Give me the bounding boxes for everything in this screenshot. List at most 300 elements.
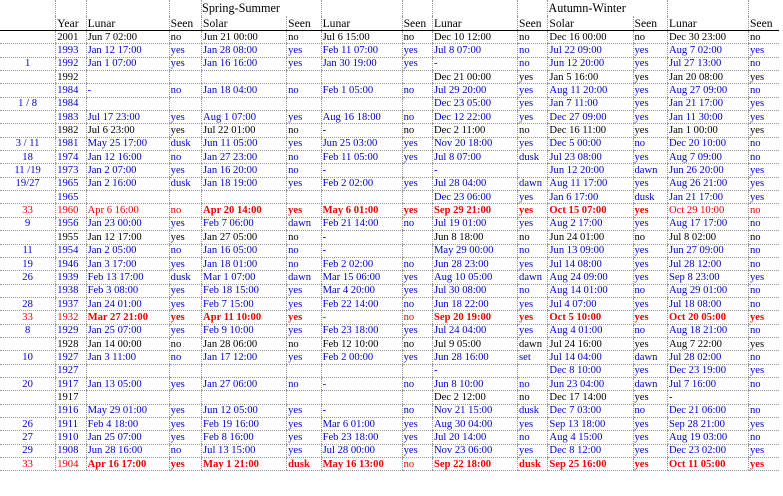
table-cell: [86, 364, 169, 377]
table-cell: Nov 20 18:00: [432, 137, 517, 150]
table-cell: Apr 20 14:00: [202, 204, 287, 217]
table-cell: Aug 19 03:00: [667, 431, 748, 444]
table-cell: Feb 21 14:00: [321, 217, 402, 230]
table-cell: Jan 28 08:00: [202, 44, 287, 57]
table-cell: Jul 20 14:00: [432, 431, 517, 444]
year-cell: 1946: [56, 257, 86, 270]
table-cell: no: [748, 231, 779, 244]
index-cell: 10: [0, 351, 56, 364]
table-cell: -: [321, 311, 402, 324]
table-cell: Jul 22 01:00: [202, 124, 287, 137]
table-cell: Feb 18 15:00: [202, 284, 287, 297]
table-cell: yes: [748, 337, 779, 350]
table-cell: no: [518, 377, 548, 390]
index-cell: 29: [0, 444, 56, 457]
table-cell: Jul 23 08:00: [548, 151, 633, 164]
table-cell: Mar 1 07:00: [202, 271, 287, 284]
table-cell: no: [633, 137, 667, 150]
index-cell: [0, 111, 56, 124]
table-cell: Jul 18 08:00: [667, 297, 748, 310]
table-cell: Sep 29 21:00: [432, 204, 517, 217]
table-cell: no: [518, 44, 548, 57]
col-header-seen-3: Seen: [402, 16, 432, 31]
table-row: [0, 417, 779, 430]
table-cell: Aug 7 09:00: [667, 151, 748, 164]
table-cell: May 16 13:00: [321, 458, 402, 471]
table-cell: yes: [402, 417, 432, 430]
table-row: [0, 458, 779, 471]
table-cell: yes: [518, 417, 548, 430]
table-cell: no: [518, 431, 548, 444]
index-cell: [0, 337, 56, 350]
table-cell: Jan 6 17:00: [548, 191, 633, 204]
table-cell: [202, 71, 287, 84]
table-cell: yes: [402, 204, 432, 217]
table-cell: yes: [633, 177, 667, 190]
table-cell: no: [518, 231, 548, 244]
table-cell: Jan 2 05:00: [86, 244, 169, 257]
table-row: [0, 391, 779, 404]
index-cell: 11: [0, 244, 56, 257]
table-row: [0, 44, 779, 57]
table-cell: Jan 1 00:00: [667, 124, 748, 137]
table-cell: May 29 01:00: [86, 404, 169, 417]
table-row: [0, 191, 779, 204]
index-cell: 8: [0, 324, 56, 337]
table-cell: [321, 191, 402, 204]
table-cell: yes: [633, 217, 667, 230]
year-cell: 1965: [56, 177, 86, 190]
table-cell: Dec 17 14:00: [548, 391, 633, 404]
table-cell: no: [402, 124, 432, 137]
table-cell: dawn: [287, 271, 321, 284]
table-cell: Jan 18 04:00: [202, 84, 287, 97]
table-cell: [287, 364, 321, 377]
column-header-row: [0, 16, 779, 31]
table-cell: Jan 30 19:00: [321, 57, 402, 70]
table-cell: -: [432, 164, 517, 177]
table-cell: yes: [287, 57, 321, 70]
table-cell: Jan 1 07:00: [86, 57, 169, 70]
table-row: [0, 124, 779, 137]
table-cell: Sep 20 19:00: [432, 311, 517, 324]
table-cell: Jan 25 07:00: [86, 324, 169, 337]
table-cell: -: [86, 84, 169, 97]
table-cell: yes: [287, 204, 321, 217]
table-cell: no: [402, 84, 432, 97]
table-cell: [86, 391, 169, 404]
year-cell: 1965: [56, 191, 86, 204]
table-cell: yes: [748, 271, 779, 284]
col-header-solar-2: Solar: [548, 16, 633, 31]
table-cell: yes: [633, 337, 667, 350]
table-cell: yes: [518, 111, 548, 124]
year-cell: 1960: [56, 204, 86, 217]
table-row: [0, 404, 779, 417]
table-cell: yes: [633, 391, 667, 404]
table-cell: no: [169, 244, 201, 257]
index-cell: [0, 124, 56, 137]
col-header-solar-1: Solar: [202, 16, 287, 31]
table-cell: no: [518, 31, 548, 44]
table-cell: no: [748, 284, 779, 297]
table-cell: yes: [518, 71, 548, 84]
table-cell: Jun 7 02:00: [86, 31, 169, 44]
table-cell: no: [287, 151, 321, 164]
table-cell: Jan 27 06:00: [202, 377, 287, 390]
table-cell: no: [633, 31, 667, 44]
table-cell: Aug 10 05:00: [432, 271, 517, 284]
table-cell: no: [748, 204, 779, 217]
table-row: [0, 297, 779, 310]
table-cell: no: [287, 124, 321, 137]
table-cell: dawn: [518, 177, 548, 190]
table-cell: yes: [287, 431, 321, 444]
table-cell: dusk: [518, 458, 548, 471]
table-cell: no: [748, 244, 779, 257]
year-cell: 1992: [56, 57, 86, 70]
table-cell: no: [169, 204, 201, 217]
index-cell: [0, 284, 56, 297]
table-row: [0, 257, 779, 270]
table-cell: yes: [518, 444, 548, 457]
table-cell: no: [169, 31, 201, 44]
table-cell: Jun 21 00:00: [202, 31, 287, 44]
table-cell: [287, 97, 321, 110]
index-cell: 18: [0, 151, 56, 164]
table-cell: yes: [633, 364, 667, 377]
table-cell: Jul 28 00:00: [321, 444, 402, 457]
table-cell: Aug 27 09:00: [667, 84, 748, 97]
table-cell: Jan 28 06:00: [202, 337, 287, 350]
table-row: [0, 31, 779, 44]
table-cell: yes: [287, 417, 321, 430]
index-cell: 3 / 11: [0, 137, 56, 150]
table-row: [0, 177, 779, 190]
table-cell: Oct 15 07:00: [548, 204, 633, 217]
table-cell: Sep 25 16:00: [548, 458, 633, 471]
spring-summer-heading: Spring-Summer: [202, 0, 322, 16]
table-cell: May 1 21:00: [202, 458, 287, 471]
table-cell: no: [287, 31, 321, 44]
col-header-seen-6: Seen: [748, 16, 779, 31]
table-cell: [402, 191, 432, 204]
table-cell: [202, 364, 287, 377]
table-cell: [169, 97, 201, 110]
table-row: [0, 217, 779, 230]
table-cell: [518, 364, 548, 377]
table-cell: yes: [169, 111, 201, 124]
table-cell: yes: [169, 324, 201, 337]
table-row: [0, 431, 779, 444]
table-cell: no: [748, 297, 779, 310]
table-cell: Sep 13 18:00: [548, 417, 633, 430]
table-cell: no: [748, 151, 779, 164]
table-cell: Jan 13 05:00: [86, 377, 169, 390]
table-cell: no: [748, 431, 779, 444]
table-cell: Jun 25 03:00: [321, 137, 402, 150]
table-cell: no: [402, 31, 432, 44]
table-cell: no: [748, 217, 779, 230]
table-cell: no: [287, 337, 321, 350]
table-cell: Aug 17 17:00: [667, 217, 748, 230]
table-cell: [402, 364, 432, 377]
table-cell: no: [748, 137, 779, 150]
table-cell: yes: [748, 71, 779, 84]
table-cell: -: [321, 124, 402, 137]
table-cell: yes: [748, 44, 779, 57]
table-cell: yes: [633, 44, 667, 57]
year-cell: 1993: [56, 44, 86, 57]
year-cell: 1973: [56, 164, 86, 177]
table-cell: Aug 26 21:00: [667, 177, 748, 190]
table-cell: Oct 29 10:00: [667, 204, 748, 217]
table-cell: Dec 23 06:00: [432, 191, 517, 204]
table-cell: dusk: [518, 151, 548, 164]
index-cell: 26: [0, 271, 56, 284]
table-cell: yes: [748, 417, 779, 430]
table-cell: Jan 2 07:00: [86, 164, 169, 177]
table-cell: [518, 164, 548, 177]
table-cell: yes: [287, 137, 321, 150]
year-cell: 1928: [56, 337, 86, 350]
table-cell: no: [633, 284, 667, 297]
table-row: [0, 111, 779, 124]
table-cell: no: [287, 231, 321, 244]
table-cell: yes: [633, 244, 667, 257]
year-cell: 1929: [56, 324, 86, 337]
year-cell: 1974: [56, 151, 86, 164]
table-cell: no: [748, 84, 779, 97]
table-row: [0, 57, 779, 70]
table-cell: [202, 191, 287, 204]
table-cell: yes: [633, 71, 667, 84]
index-cell: [0, 71, 56, 84]
table-cell: yes: [748, 444, 779, 457]
table-cell: Jan 27 05:00: [202, 231, 287, 244]
table-cell: Oct 5 10:00: [548, 311, 633, 324]
table-cell: yes: [287, 444, 321, 457]
table-cell: no: [169, 444, 201, 457]
table-cell: Feb 23 18:00: [321, 431, 402, 444]
table-cell: dusk: [169, 137, 201, 150]
table-cell: no: [518, 244, 548, 257]
table-cell: -: [321, 164, 402, 177]
table-cell: Aug 2 17:00: [548, 217, 633, 230]
table-cell: Aug 11 20:00: [548, 84, 633, 97]
table-cell: no: [402, 311, 432, 324]
table-cell: yes: [402, 151, 432, 164]
index-cell: [0, 84, 56, 97]
table-cell: no: [402, 297, 432, 310]
table-cell: [321, 391, 402, 404]
table-cell: Feb 4 18:00: [86, 417, 169, 430]
table-cell: Jul 28 04:00: [432, 177, 517, 190]
table-cell: Jul 8 07:00: [432, 44, 517, 57]
table-cell: -: [667, 391, 748, 404]
index-cell: [0, 231, 56, 244]
col-header-index: [0, 16, 56, 31]
table-cell: Oct 20 05:00: [667, 311, 748, 324]
table-cell: Jan 27 23:00: [202, 151, 287, 164]
table-cell: Jul 8 02:00: [667, 231, 748, 244]
table-cell: no: [169, 84, 201, 97]
table-cell: yes: [518, 311, 548, 324]
table-cell: Feb 7 06:00: [202, 217, 287, 230]
table-cell: Aug 7 22:00: [667, 337, 748, 350]
table-cell: yes: [287, 111, 321, 124]
table-cell: -: [321, 244, 402, 257]
table-cell: yes: [633, 431, 667, 444]
year-cell: 1932: [56, 311, 86, 324]
index-cell: 11 /19: [0, 164, 56, 177]
table-cell: Jan 16 20:00: [202, 164, 287, 177]
table-cell: yes: [633, 97, 667, 110]
table-cell: dawn: [518, 337, 548, 350]
table-cell: yes: [518, 84, 548, 97]
table-cell: yes: [748, 364, 779, 377]
table-row: [0, 337, 779, 350]
index-cell: [0, 191, 56, 204]
table-row: [0, 204, 779, 217]
table-cell: Sep 8 23:00: [667, 271, 748, 284]
index-cell: 27: [0, 431, 56, 444]
table-cell: no: [287, 84, 321, 97]
table-cell: [202, 391, 287, 404]
table-cell: Jun 23 04:00: [548, 377, 633, 390]
table-cell: Feb 19 16:00: [202, 417, 287, 430]
table-cell: no: [402, 377, 432, 390]
table-cell: Jan 21 17:00: [667, 97, 748, 110]
table-cell: Apr 6 16:00: [86, 204, 169, 217]
table-cell: Jan 16 05:00: [202, 244, 287, 257]
table-cell: May 6 01:00: [321, 204, 402, 217]
table-row: [0, 284, 779, 297]
table-cell: [86, 191, 169, 204]
table-cell: yes: [633, 204, 667, 217]
table-cell: Feb 2 00:00: [321, 351, 402, 364]
table-cell: Oct 11 05:00: [667, 458, 748, 471]
table-cell: Aug 4 15:00: [548, 431, 633, 444]
index-cell: 19: [0, 257, 56, 270]
table-cell: Jun 28 23:00: [432, 257, 517, 270]
table-cell: no: [169, 151, 201, 164]
table-cell: yes: [518, 137, 548, 150]
table-cell: Jan 12 17:00: [86, 231, 169, 244]
col-header-seen-1: Seen: [169, 16, 201, 31]
index-cell: 20: [0, 377, 56, 390]
table-cell: yes: [633, 458, 667, 471]
table-cell: Mar 27 21:00: [86, 311, 169, 324]
table-cell: Sep 22 18:00: [432, 458, 517, 471]
table-cell: yes: [169, 217, 201, 230]
table-row: [0, 271, 779, 284]
table-cell: Jun 8 18:00: [432, 231, 517, 244]
table-cell: no: [518, 124, 548, 137]
table-cell: yes: [633, 271, 667, 284]
table-cell: yes: [287, 284, 321, 297]
index-cell: 1: [0, 57, 56, 70]
table-cell: Jan 21 17:00: [667, 191, 748, 204]
table-cell: yes: [169, 458, 201, 471]
table-cell: Jul 22 09:00: [548, 44, 633, 57]
table-cell: dawn: [633, 377, 667, 390]
year-cell: 1956: [56, 217, 86, 230]
table-row: [0, 244, 779, 257]
table-cell: [169, 71, 201, 84]
table-cell: Jul 24 16:00: [548, 337, 633, 350]
year-cell: 1982: [56, 124, 86, 137]
index-cell: [0, 391, 56, 404]
table-cell: Dec 16 11:00: [548, 124, 633, 137]
table-row: [0, 377, 779, 390]
table-cell: yes: [518, 324, 548, 337]
table-cell: Dec 23 05:00: [432, 97, 517, 110]
table-cell: no: [633, 404, 667, 417]
col-header-seen-2: Seen: [287, 16, 321, 31]
table-cell: no: [748, 377, 779, 390]
table-cell: Aug 1 07:00: [202, 111, 287, 124]
table-cell: yes: [169, 231, 201, 244]
table-cell: yes: [287, 351, 321, 364]
table-row: [0, 84, 779, 97]
table-cell: no: [748, 404, 779, 417]
table-cell: Jul 28 02:00: [667, 351, 748, 364]
autumn-winter-heading: Autumn-Winter: [548, 0, 668, 16]
index-cell: [0, 31, 56, 44]
table-cell: no: [402, 404, 432, 417]
table-cell: Jan 18 19:00: [202, 177, 287, 190]
table-cell: Aug 24 09:00: [548, 271, 633, 284]
year-cell: 1910: [56, 431, 86, 444]
table-cell: [169, 391, 201, 404]
table-cell: Dec 8 12:00: [548, 444, 633, 457]
col-header-lunar-3: Lunar: [432, 16, 517, 31]
year-cell: 1917: [56, 377, 86, 390]
table-cell: Dec 16 00:00: [548, 31, 633, 44]
table-cell: no: [402, 111, 432, 124]
table-cell: [402, 391, 432, 404]
col-header-lunar-2: Lunar: [321, 16, 402, 31]
table-cell: no: [402, 257, 432, 270]
index-cell: 26: [0, 417, 56, 430]
year-cell: 1916: [56, 404, 86, 417]
table-cell: Jul 14 08:00: [548, 257, 633, 270]
year-cell: 1927: [56, 351, 86, 364]
table-cell: Feb 1 05:00: [321, 84, 402, 97]
table-cell: Jun 12 05:00: [202, 404, 287, 417]
table-cell: Jan 16 16:00: [202, 57, 287, 70]
table-cell: yes: [169, 417, 201, 430]
table-cell: yes: [402, 177, 432, 190]
table-row: [0, 444, 779, 457]
table-cell: [287, 191, 321, 204]
table-cell: yes: [633, 257, 667, 270]
col-header-year: Year: [56, 16, 86, 31]
table-cell: [202, 97, 287, 110]
table-cell: yes: [169, 257, 201, 270]
table-cell: no: [748, 257, 779, 270]
table-cell: yes: [287, 177, 321, 190]
table-cell: Jun 27 09:00: [667, 244, 748, 257]
table-row: [0, 137, 779, 150]
table-cell: yes: [633, 124, 667, 137]
table-cell: dawn: [287, 217, 321, 230]
table-cell: yes: [748, 164, 779, 177]
table-cell: Aug 29 01:00: [667, 284, 748, 297]
table-cell: Jan 2 16:00: [86, 177, 169, 190]
table-cell: Apr 11 10:00: [202, 311, 287, 324]
